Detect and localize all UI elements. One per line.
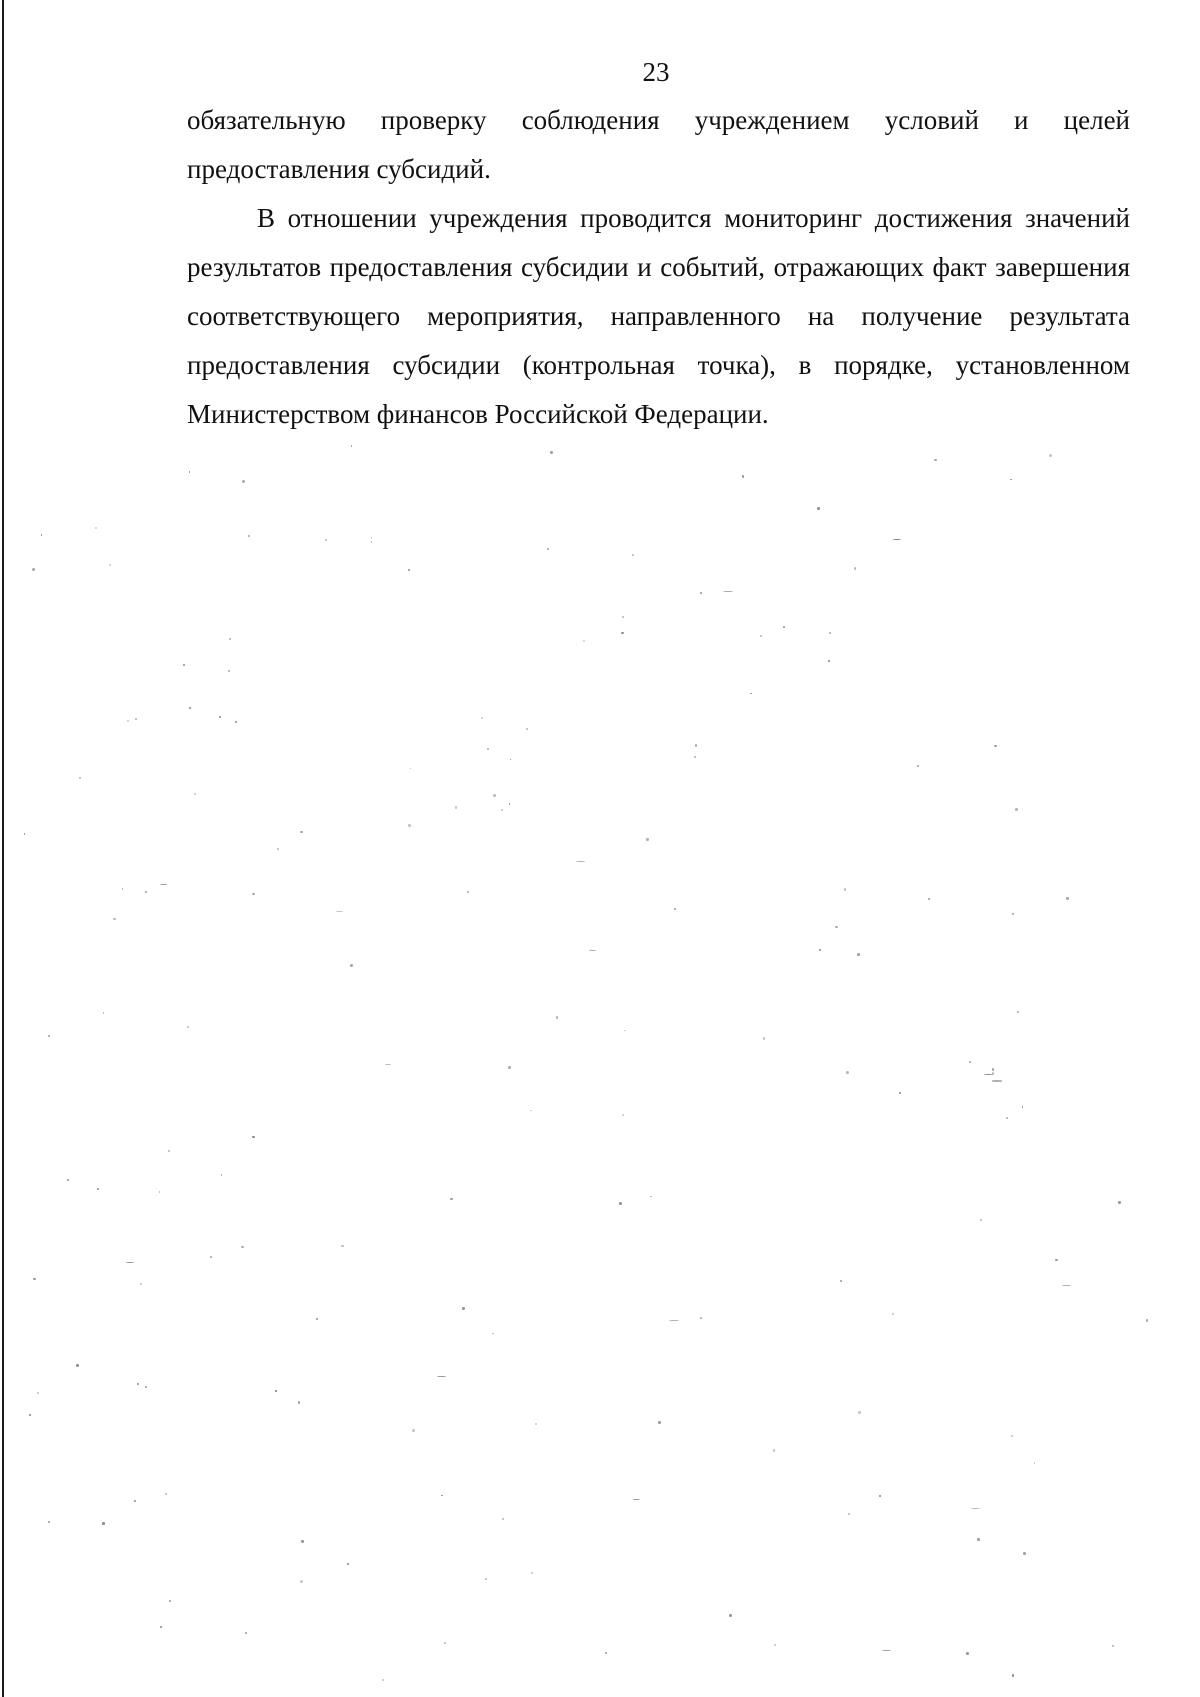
scan-speck	[1012, 913, 1014, 915]
scan-speck	[846, 1071, 849, 1074]
scan-speck	[695, 744, 698, 747]
scan-speck	[140, 1283, 142, 1285]
scan-speck	[145, 1386, 147, 1388]
scan-speck	[444, 1642, 446, 1644]
scan-speck	[97, 1188, 99, 1190]
scan-speck	[971, 1508, 981, 1509]
scan-speck	[879, 1495, 881, 1497]
scan-speck	[622, 616, 624, 618]
scan-speck	[252, 1136, 254, 1138]
scan-speck	[977, 1538, 980, 1541]
scan-speck	[235, 721, 238, 724]
scan-speck	[493, 794, 496, 797]
body-text	[187, 96, 1130, 439]
scan-speck	[621, 632, 624, 635]
scan-speck	[48, 1521, 50, 1523]
scan-speck	[1011, 1435, 1013, 1437]
scan-speck	[300, 1580, 303, 1583]
scan-speck	[980, 1219, 983, 1222]
scan-speck	[619, 1202, 622, 1205]
scan-speck	[76, 1364, 79, 1367]
scan-speck	[382, 1679, 384, 1681]
scan-speck	[857, 953, 860, 956]
scan-speck	[646, 838, 649, 841]
scan-speck	[301, 1540, 303, 1542]
scan-speck	[773, 1449, 776, 1452]
paragraph-monitoring: В отношении учреждения проводится мониторинг достижения значений результатов предоставления субсидии и событий, отражающих факт завершения соответствующего мероприятия, направленного на получение результата предоставления субсидии (контрольная точка), в порядке, установленном Министерством финансов Российской Федерации.	[187, 203, 1130, 429]
scan-speck	[969, 1061, 971, 1063]
scan-speck	[844, 888, 847, 891]
scan-speck	[127, 720, 129, 722]
scan-speck	[33, 1278, 36, 1281]
scan-speck	[248, 535, 250, 537]
scan-speck	[535, 1423, 537, 1425]
scan-speck	[783, 626, 785, 628]
scan-speck	[858, 1411, 861, 1414]
scan-speck	[410, 768, 412, 770]
scan-speck	[48, 1035, 50, 1037]
scan-speck	[336, 911, 343, 912]
scan-speck	[742, 475, 745, 478]
scan-speck	[556, 1016, 559, 1019]
scan-speck	[135, 718, 137, 720]
scan-speck	[228, 670, 230, 672]
scan-speck	[624, 1030, 626, 1032]
scan-speck	[316, 1318, 318, 1320]
scan-speck	[189, 707, 192, 710]
scan-speck	[194, 793, 196, 795]
scan-speck	[385, 1064, 391, 1065]
scan-speck	[210, 1256, 212, 1258]
page-number: 23	[642, 57, 670, 87]
scan-speck	[351, 445, 353, 447]
scan-speck	[275, 1390, 277, 1392]
scan-speck	[992, 1068, 994, 1070]
scan-speck	[819, 949, 821, 951]
scan-speck	[530, 1110, 532, 1112]
scan-speck	[229, 638, 231, 640]
scan-speck	[1022, 1106, 1024, 1108]
scan-speck	[1118, 1201, 1121, 1204]
scan-speck	[848, 1513, 850, 1515]
scan-speck	[165, 1493, 167, 1495]
scan-speck	[347, 1563, 350, 1566]
scan-speck	[169, 1600, 172, 1603]
scan-speck	[840, 1280, 843, 1283]
scan-speck	[510, 759, 512, 761]
scan-speck	[481, 717, 483, 719]
scan-speck	[350, 964, 353, 967]
scan-speck	[325, 539, 327, 541]
scan-speck	[893, 539, 901, 540]
scan-speck	[252, 893, 255, 896]
scan-speck	[763, 1037, 766, 1040]
scan-speck	[242, 480, 245, 483]
scan-speck	[829, 632, 831, 634]
scan-speck	[450, 1198, 453, 1201]
scan-speck	[126, 1262, 135, 1263]
scan-speck	[1146, 1319, 1148, 1321]
scan-speck	[674, 908, 676, 910]
scan-speck	[221, 1174, 223, 1176]
scan-speck	[37, 1392, 39, 1394]
scan-speck	[341, 1245, 344, 1248]
scan-speck	[882, 1650, 891, 1651]
scan-speck	[531, 1572, 533, 1574]
scan-speck	[1055, 1259, 1058, 1262]
scan-speck	[700, 592, 702, 594]
scan-speck	[103, 1012, 105, 1014]
scan-speck	[729, 1614, 732, 1617]
scan-speck	[32, 568, 35, 571]
scan-speck	[694, 756, 696, 758]
scan-speck	[487, 748, 489, 750]
scan-speck	[501, 809, 503, 811]
scan-speck	[605, 1652, 607, 1654]
scan-speck	[723, 591, 733, 592]
scan-speck	[79, 777, 81, 779]
scan-speck	[412, 1429, 415, 1432]
scan-speck	[1112, 1645, 1114, 1647]
scan-speck	[828, 660, 830, 662]
scan-speck	[992, 1072, 995, 1075]
scan-speck	[408, 824, 411, 827]
scan-speck	[1062, 1285, 1071, 1286]
scan-speck	[992, 1080, 1003, 1081]
scan-speck	[67, 1179, 69, 1181]
scan-speck	[300, 831, 302, 833]
scan-speck	[550, 451, 553, 454]
scan-speck	[437, 1376, 446, 1377]
scan-speck	[547, 548, 549, 550]
scan-speck	[462, 1307, 465, 1310]
scan-speck	[509, 803, 511, 805]
scan-speck	[817, 507, 820, 510]
scan-speck	[1049, 454, 1052, 457]
scan-speck	[122, 888, 124, 890]
scan-speck	[160, 1626, 162, 1628]
scan-speck	[589, 950, 596, 951]
scan-speck	[298, 1401, 301, 1404]
scan-speck	[508, 1066, 511, 1069]
scan-speck	[1012, 1674, 1015, 1677]
scan-speck	[917, 765, 919, 767]
scan-speck	[576, 861, 585, 862]
scan-speck	[750, 693, 752, 695]
scan-speck	[632, 554, 635, 557]
scan-speck	[928, 898, 930, 900]
scan-speck	[899, 1092, 901, 1094]
scan-speck	[245, 1632, 247, 1634]
scan-speck	[95, 527, 97, 529]
scan-speck	[145, 891, 147, 893]
scan-speck	[1066, 897, 1069, 900]
scan-speck	[650, 1196, 652, 1198]
scan-speck	[241, 1246, 243, 1248]
scan-speck	[700, 1317, 702, 1319]
scan-speck	[408, 569, 410, 571]
scan-speck	[854, 567, 857, 570]
scan-speck	[441, 1495, 443, 1497]
scan-speck	[41, 534, 43, 536]
scan-speck	[371, 541, 373, 543]
scan-speck	[134, 1500, 136, 1502]
scan-speck	[835, 926, 838, 929]
scan-speck	[492, 1333, 494, 1335]
scan-speck	[159, 1191, 161, 1193]
scan-speck	[371, 537, 373, 539]
scan-speck	[183, 664, 185, 666]
scan-speck	[277, 848, 280, 851]
scan-speck	[24, 833, 26, 835]
scan-speck	[168, 1150, 171, 1153]
scan-speck	[467, 891, 469, 893]
scan-speck	[137, 1383, 139, 1385]
scan-left-edge	[2, 0, 4, 1697]
scan-speck	[892, 1313, 894, 1315]
scan-speck	[102, 1522, 105, 1525]
scan-speck	[502, 1518, 504, 1520]
scan-speck	[526, 728, 528, 730]
scan-speck	[1006, 1117, 1008, 1119]
scan-speck	[760, 635, 762, 637]
scan-speck	[1010, 479, 1012, 481]
scan-speck	[187, 1026, 190, 1029]
scan-speck	[1015, 808, 1017, 810]
scan-speck	[1023, 1552, 1026, 1555]
scan-speck	[160, 884, 167, 885]
scan-speck	[1017, 1011, 1019, 1013]
scan-speck	[934, 459, 937, 462]
scan-speck	[109, 564, 112, 567]
scan-speck	[583, 640, 585, 642]
scan-speck	[1034, 1462, 1036, 1464]
scan-speck	[219, 716, 221, 718]
scan-speck	[633, 1499, 641, 1500]
scan-speck	[774, 1644, 776, 1646]
scan-speck	[669, 1320, 679, 1321]
scan-speck	[455, 806, 458, 809]
scan-speck	[658, 1421, 660, 1423]
scan-speck	[622, 1114, 624, 1116]
scan-speck	[966, 1652, 969, 1655]
scan-speck	[485, 1578, 488, 1581]
scan-speck	[29, 1414, 32, 1417]
scan-speck	[189, 471, 191, 473]
scan-speck	[994, 745, 996, 747]
scan-speck	[113, 918, 116, 921]
paragraph-continuation: обязательную проверку соблюдения учреждением условий и целей предоставления субсидий.	[187, 105, 1130, 184]
